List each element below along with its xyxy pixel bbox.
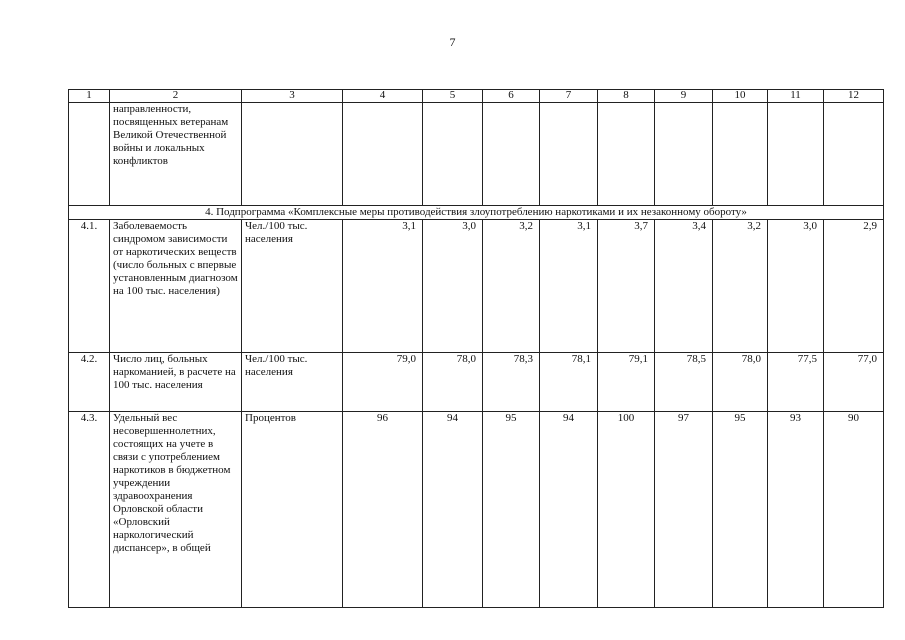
value-cell: 96 [343,412,423,608]
empty-cell [655,103,713,206]
header-cell: 8 [598,90,655,103]
table-row [69,220,884,353]
value-cell: 77,0 [824,353,884,412]
value-cell: 78,1 [540,353,598,412]
header-cell: 3 [242,90,343,103]
value-cell: 79,1 [598,353,655,412]
empty-cell [540,103,598,206]
value-cell: 3,2 [713,220,768,353]
unit-cell: Чел./100 тыс. населения [242,353,343,412]
indicator-name: Число лиц, больных наркоманией, в расчете на 100 тыс. населения [110,353,242,412]
value-cell: 78,5 [655,353,713,412]
header-cell: 6 [483,90,540,103]
header-cell: 2 [110,90,242,103]
value-cell: 94 [540,412,598,608]
unit-cell: Чел./100 тыс. населения [242,220,343,353]
header-cell: 1 [69,90,110,103]
value-cell: 100 [598,412,655,608]
row-number: 4.3. [69,412,110,608]
indicator-name: Удельный вес несовершеннолетних, состоящих на учете в связи с употреблением наркотиков в бюджетном учреждении здравоохранения Орловской области «Орловский наркологический диспансер», в общей [110,412,242,608]
header-row [69,90,884,103]
value-cell: 3,0 [423,220,483,353]
value-cell: 2,9 [824,220,884,353]
unit-cell: Процентов [242,412,343,608]
value-cell: 78,3 [483,353,540,412]
value-cell: 90 [824,412,884,608]
table-row [69,353,884,412]
indicator-name-continued: направленности, посвященных ветеранам Великой Отечественной войны и локальных конфликтов [110,103,242,206]
header-cell: 11 [768,90,824,103]
value-cell: 3,4 [655,220,713,353]
row-number: 4.1. [69,220,110,353]
indicators-table [68,89,884,608]
value-cell: 79,0 [343,353,423,412]
header-cell: 7 [540,90,598,103]
value-cell: 3,7 [598,220,655,353]
empty-cell [713,103,768,206]
header-cell: 4 [343,90,423,103]
empty-cell [824,103,884,206]
value-cell: 3,1 [540,220,598,353]
value-cell: 78,0 [713,353,768,412]
value-cell: 77,5 [768,353,824,412]
empty-cell [483,103,540,206]
table-row [69,412,884,608]
empty-cell [598,103,655,206]
value-cell: 3,1 [343,220,423,353]
value-cell: 94 [423,412,483,608]
row-number: 4.2. [69,353,110,412]
value-cell: 95 [713,412,768,608]
value-cell: 95 [483,412,540,608]
header-cell: 10 [713,90,768,103]
page-number: 7 [449,35,456,49]
value-cell: 3,2 [483,220,540,353]
value-cell: 93 [768,412,824,608]
value-cell: 78,0 [423,353,483,412]
empty-cell [423,103,483,206]
header-cell: 9 [655,90,713,103]
header-cell: 5 [423,90,483,103]
empty-cell [69,103,110,206]
indicator-name: Заболеваемость синдромом зависимости от наркотических веществ (число больных с впервые установленным диагнозом на 100 тыс. населения) [110,220,242,353]
continuation-row [69,103,884,206]
empty-cell [768,103,824,206]
subprogram-title: 4. Подпрограмма «Комплексные меры противодействия злоупотреблению наркотиками и их незаконному обороту» [69,206,884,220]
value-cell: 97 [655,412,713,608]
header-cell: 12 [824,90,884,103]
value-cell: 3,0 [768,220,824,353]
empty-cell [242,103,343,206]
subprogram-row [69,206,884,220]
empty-cell [343,103,423,206]
